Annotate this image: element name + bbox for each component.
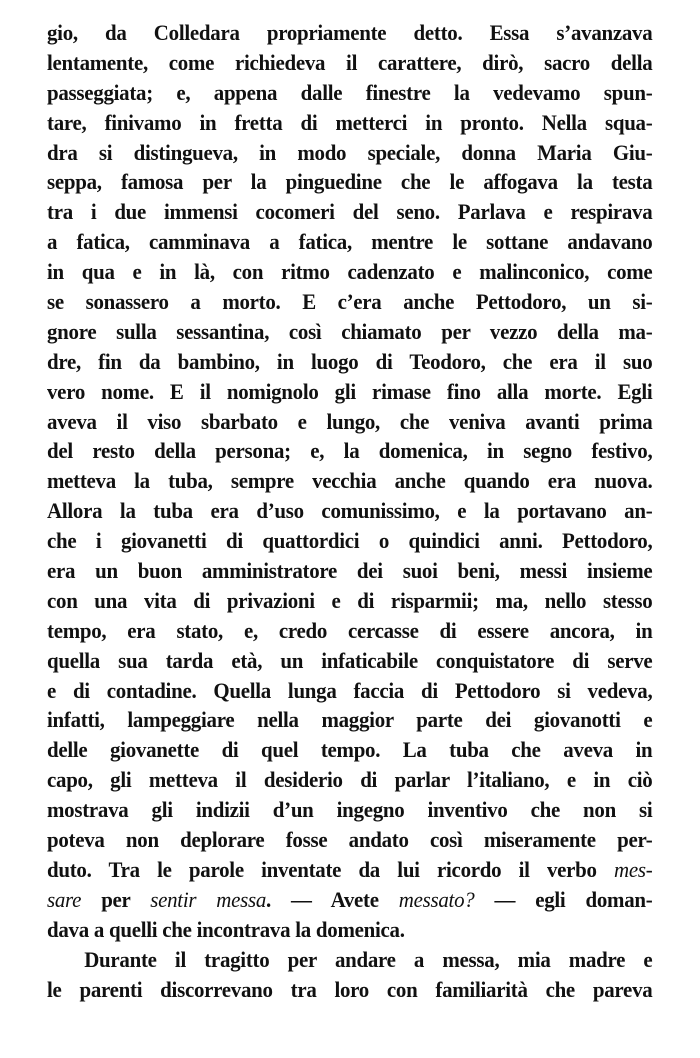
text-line: [47, 407, 652, 437]
text-segment: mostrava gli indizii d’un ingegno inventivo che non si: [47, 797, 653, 823]
text-segment: Allora la tuba era d’uso comunissimo, e la portavano an-: [47, 498, 653, 524]
text-line: [47, 317, 652, 347]
text-segment: vero nome. E il nomignolo gli rimase fino alla morte. Egli: [47, 378, 653, 404]
text-line: [47, 556, 652, 586]
italic-text: sentir messa: [150, 886, 267, 912]
text-segment: del resto della persona; e, la domenica, in segno festivo,: [47, 438, 653, 464]
text-segment: aveva il viso sbarbato e lungo, che veniva avanti prima: [47, 408, 653, 434]
text-line: [47, 48, 652, 78]
text-segment: che i giovanetti di quattordici o quindici anni. Pettodoro,: [47, 528, 653, 554]
text-segment: era un buon amministratore dei suoi beni, messi insieme: [47, 558, 653, 584]
text-line: [47, 257, 652, 287]
text-line: [47, 167, 652, 197]
text-segment: passeggiata; e, appena dalle finestre la vedevamo spun-: [47, 79, 653, 105]
text-line: [47, 466, 652, 496]
text-segment: Durante il tragitto per andare a messa, mia madre e: [84, 946, 653, 972]
text-line: [47, 347, 652, 377]
text-segment: e di contadine. Quella lunga faccia di Pettodoro si vedeva,: [47, 677, 653, 703]
italic-text: messato?: [398, 886, 475, 912]
text-segment: lentamente, come richiedeva il carattere, dirò, sacro della: [47, 49, 653, 75]
text-segment: — egli doman-: [474, 886, 653, 912]
text-segment: a fatica, camminava a fatica, mentre le sottane andavano: [47, 229, 653, 255]
italic-text: sare: [47, 886, 82, 912]
text-segment: dre, fin da bambino, in luogo di Teodoro, che era il suo: [47, 348, 653, 374]
text-line: [47, 975, 652, 1005]
text-line: [47, 287, 652, 317]
text-segment: . — Avete: [266, 886, 399, 912]
text-line: [47, 18, 652, 48]
text-line: [47, 586, 652, 616]
text-line: [47, 735, 652, 765]
text-line: [47, 676, 652, 706]
text-line: [47, 526, 652, 556]
text-segment: tra i due immensi cocomeri del seno. Parlava e respirava: [47, 199, 653, 225]
text-segment: per: [81, 886, 151, 912]
text-line: [47, 496, 652, 526]
text-line: [47, 197, 652, 227]
text-line: [47, 885, 652, 915]
text-line: [47, 616, 652, 646]
text-line: [47, 138, 652, 168]
text-line: [47, 377, 652, 407]
text-segment: gnore sulla sessantina, così chiamato per vezzo della ma-: [47, 318, 653, 344]
text-segment: quella sua tarda età, un infaticabile conquistatore di serve: [47, 647, 653, 673]
text-segment: capo, gli metteva il desiderio di parlar l’italiano, e in ciò: [47, 767, 653, 793]
text-segment: metteva la tuba, sempre vecchia anche quando era nuova.: [47, 468, 653, 494]
text-segment: poteva non deplorare fosse andato così miseramente per-: [47, 827, 653, 853]
text-line: [47, 436, 652, 466]
paragraph-start-line: [47, 945, 652, 975]
text-segment: delle giovanette di quel tempo. La tuba che aveva in: [47, 737, 653, 763]
text-segment: tare, finivamo in fretta di metterci in pronto. Nella squa-: [47, 109, 653, 135]
text-line: [47, 765, 652, 795]
text-segment: in qua e in là, con ritmo cadenzato e malinconico, come: [47, 259, 653, 285]
text-segment: gio, da Colledara propriamente detto. Essa s’avanzava: [47, 20, 653, 45]
book-page-text: [47, 18, 653, 1004]
text-line: [47, 855, 652, 885]
text-line: [47, 795, 652, 825]
text-line: [47, 78, 652, 108]
text-line: [47, 825, 652, 855]
text-segment: tempo, era stato, e, credo cercasse di essere ancora, in: [47, 617, 653, 643]
text-segment: duto. Tra le parole inventate da lui ricordo il verbo: [47, 856, 615, 882]
text-segment: seppa, famosa per la pinguedine che le affogava la testa: [47, 169, 653, 195]
text-line: [47, 705, 652, 735]
text-segment: infatti, lampeggiare nella maggior parte dei giovanotti e: [47, 707, 653, 733]
text-segment: se sonassero a morto. E c’era anche Pettodoro, un si-: [47, 289, 653, 315]
text-segment: le parenti discorrevano tra loro con familiarità che pareva: [47, 976, 653, 1002]
text-line: [47, 108, 652, 138]
text-line: [47, 646, 652, 676]
text-segment: dra si distingueva, in modo speciale, donna Maria Giu-: [47, 139, 653, 165]
italic-text: mes-: [614, 856, 653, 882]
text-line: [47, 227, 652, 257]
text-segment: dava a quelli che incontrava la domenica.: [47, 916, 405, 942]
text-line: [47, 915, 652, 945]
text-segment: con una vita di privazioni e di risparmii; ma, nello stesso: [47, 587, 653, 613]
